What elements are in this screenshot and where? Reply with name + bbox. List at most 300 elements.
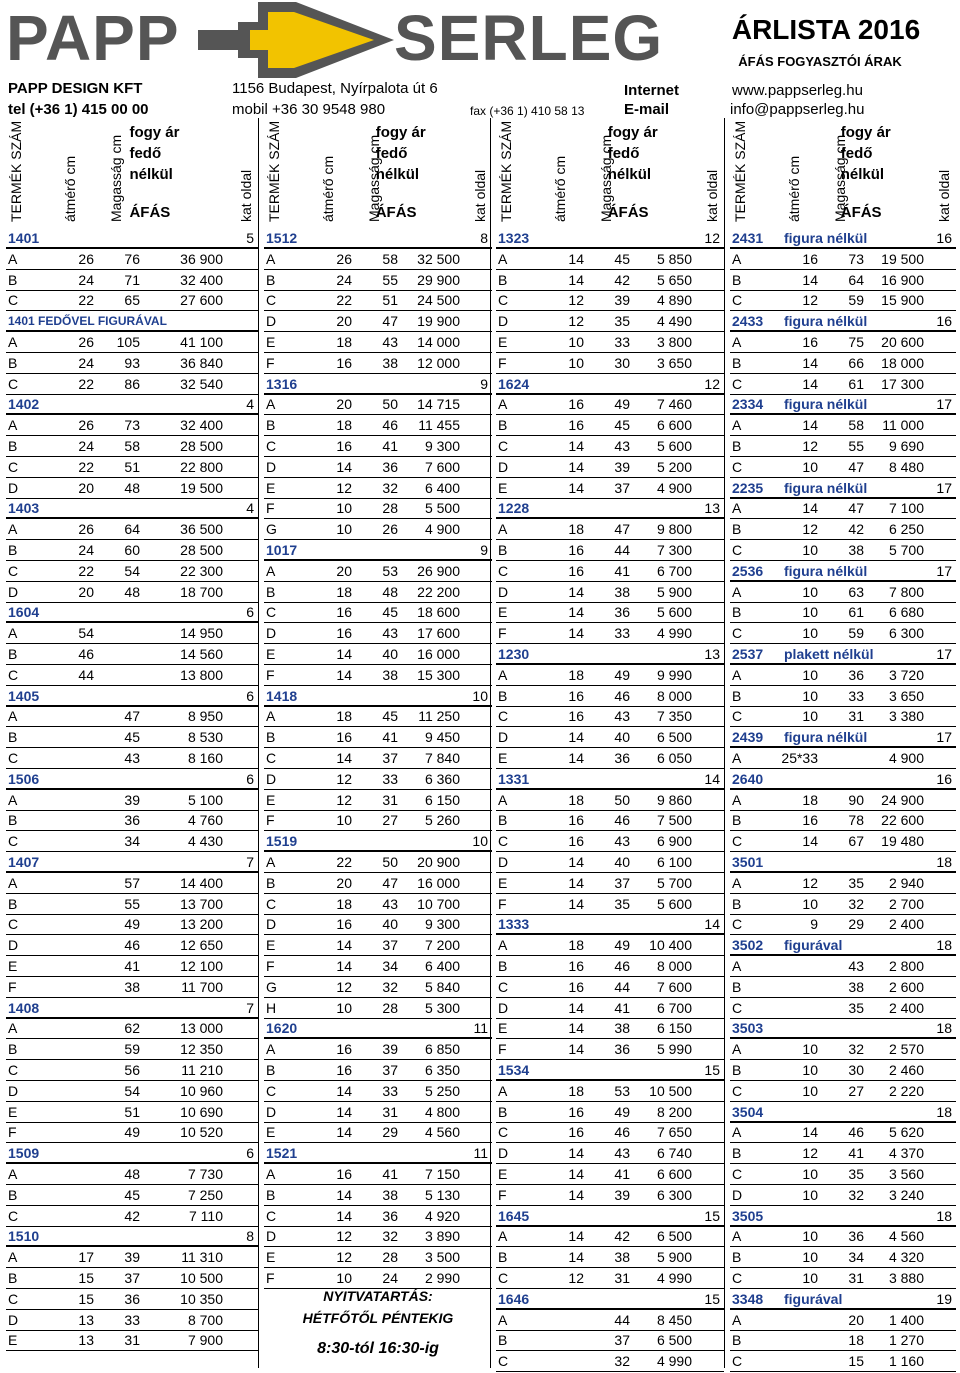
table-row [496, 1081, 724, 1102]
diameter-value: 18 [802, 791, 818, 808]
height-value: 31 [848, 1270, 864, 1286]
diameter-value: 20 [78, 479, 94, 496]
price-value: 4 900 [888, 750, 924, 766]
size-letter: C [732, 999, 743, 1016]
product-header-row [496, 498, 724, 519]
size-letter: A [498, 250, 508, 267]
table-row [264, 914, 492, 935]
product-note: figura nélkül [784, 479, 868, 496]
price-value: 13 800 [180, 666, 223, 683]
size-letter: C [732, 542, 743, 558]
height-value: 32 [382, 1228, 398, 1245]
product-number: 2334 [732, 396, 764, 413]
diameter-value: 10 [802, 687, 818, 704]
diameter-value: 18 [336, 708, 352, 725]
table-row [264, 977, 492, 998]
price-value: 6 500 [656, 1332, 692, 1349]
logo-serleg: SERLEG [394, 2, 664, 74]
height-value: 35 [848, 874, 864, 891]
size-letter: E [8, 1103, 18, 1120]
price-value: 10 500 [180, 1270, 223, 1286]
height-value: 47 [848, 500, 864, 517]
height-value: 38 [614, 1020, 630, 1037]
height-value: 44 [614, 978, 630, 995]
size-letter: B [732, 521, 742, 538]
size-letter: E [498, 604, 508, 621]
table-row [264, 1122, 492, 1143]
size-letter: B [8, 1186, 18, 1203]
size-letter: B [498, 958, 508, 974]
table-row [6, 415, 258, 436]
price-value: 29 900 [417, 271, 460, 288]
size-letter: C [732, 833, 743, 850]
height-value: 45 [614, 417, 630, 434]
fax: fax (+36 1) 410 58 13 [470, 104, 585, 118]
diameter-value: 12 [802, 438, 818, 454]
price-value: 1 400 [888, 1311, 924, 1328]
diameter-value: 26 [78, 334, 94, 350]
size-letter: B [732, 1249, 742, 1266]
table-row [6, 353, 258, 374]
price-value: 32 540 [180, 375, 223, 392]
price-header-line: fogy ár [840, 124, 891, 141]
height-value: 36 [614, 604, 630, 621]
table-row [496, 1351, 724, 1372]
price-value: 4 990 [656, 625, 692, 642]
table-row [496, 415, 724, 436]
catalog-page: 4 [246, 396, 254, 413]
diameter-value: 26 [78, 417, 94, 434]
price-value: 8 160 [187, 750, 223, 766]
catalog-page: 18 [936, 1020, 952, 1037]
height-value: 46 [614, 958, 630, 974]
size-letter: D [266, 1228, 277, 1245]
table-row [6, 831, 258, 852]
diameter-value: 14 [336, 1207, 352, 1224]
diameter-value: 16 [568, 417, 584, 434]
height-value: 48 [382, 583, 398, 600]
size-letter: F [266, 958, 275, 974]
size-letter: B [732, 604, 742, 621]
price-value: 5 900 [656, 583, 692, 600]
height-value: 59 [124, 1041, 140, 1058]
catalog-page: 6 [246, 604, 254, 621]
height-value: 61 [848, 375, 864, 392]
table-row [496, 457, 724, 478]
price-value: 14 950 [180, 625, 223, 642]
magassag-header: Magasság cm [832, 134, 848, 222]
size-letter: C [8, 292, 19, 309]
diameter-value: 20 [336, 396, 352, 413]
email-link[interactable]: info@pappserleg.hu [730, 101, 865, 118]
height-value: 66 [848, 354, 864, 371]
opening-hours-time: 8:30-tól 16:30-ig [317, 1340, 439, 1357]
price-value: 7 900 [187, 1332, 223, 1349]
price-value: 22 300 [180, 562, 223, 579]
table-row [496, 1102, 724, 1123]
diameter-value: 14 [336, 1186, 352, 1203]
table-row [264, 394, 492, 415]
height-value: 32 [848, 1186, 864, 1203]
table-row [264, 478, 492, 499]
table-row [496, 623, 724, 644]
size-letter: C [8, 1062, 19, 1078]
height-value: 38 [382, 354, 398, 371]
size-letter: E [498, 874, 508, 891]
height-value: 26 [382, 521, 398, 538]
catalog-page: 17 [936, 396, 952, 413]
diameter-value: 10 [336, 1270, 352, 1286]
table-row [6, 894, 258, 915]
size-letter: B [732, 438, 742, 454]
size-letter: A [266, 562, 276, 579]
website-link[interactable]: www.pappserleg.hu [732, 82, 863, 99]
price-value: 6 740 [656, 1145, 692, 1162]
price-value: 22 600 [881, 812, 924, 829]
table-row [6, 935, 258, 956]
diameter-value: 16 [336, 1062, 352, 1078]
price-value: 27 600 [180, 292, 223, 309]
table-row [730, 686, 956, 707]
price-value: 7 460 [656, 396, 692, 413]
diameter-value: 10 [336, 521, 352, 538]
size-letter: C [498, 708, 509, 725]
size-letter: B [266, 1186, 276, 1203]
price-value: 3 890 [424, 1228, 460, 1245]
size-letter: D [266, 458, 277, 475]
price-value: 12 100 [180, 958, 223, 974]
catalog-page: 15 [704, 1062, 720, 1078]
height-value: 47 [848, 458, 864, 475]
table-row [264, 1164, 492, 1185]
diameter-value: 13 [78, 1311, 94, 1328]
table-row [264, 290, 492, 311]
size-letter: A [266, 396, 276, 413]
logo-papp: PAPP [6, 2, 180, 74]
catalog-page: 18 [936, 937, 952, 954]
catalog-page: 6 [246, 687, 254, 704]
product-number: 3348 [732, 1290, 764, 1307]
table-row [496, 561, 724, 582]
table-row [496, 665, 724, 686]
table-row [6, 436, 258, 457]
table-row [496, 706, 724, 727]
size-letter: D [498, 1145, 509, 1162]
height-value: 45 [382, 708, 398, 725]
diameter-value: 26 [78, 250, 94, 267]
height-value: 64 [124, 521, 140, 538]
price-value: 5 990 [656, 1041, 692, 1058]
vat-header: ÁFÁS [129, 204, 171, 221]
table-row [496, 852, 724, 873]
price-value: 4 490 [656, 313, 692, 330]
table-row [730, 1039, 956, 1060]
price-value: 7 840 [424, 750, 460, 766]
price-value: 5 130 [424, 1186, 460, 1203]
height-value: 40 [614, 854, 630, 870]
size-letter: A [732, 791, 742, 808]
size-letter: C [266, 604, 277, 621]
size-letter: A [266, 708, 276, 725]
price-value: 11 210 [181, 1062, 223, 1078]
column-header [496, 118, 724, 226]
diameter-value: 10 [802, 1270, 818, 1286]
height-value: 90 [848, 791, 864, 808]
diameter-value: 14 [568, 750, 584, 766]
height-value: 36 [124, 1290, 140, 1307]
diameter-value: 12 [802, 292, 818, 309]
price-value: 11 250 [418, 708, 460, 725]
height-value: 37 [614, 874, 630, 891]
price-value: 6 700 [656, 562, 692, 579]
size-letter: D [732, 1186, 743, 1203]
table-row [264, 1185, 492, 1206]
size-letter: C [732, 1353, 743, 1370]
height-value: 55 [124, 895, 140, 912]
table-row [730, 1060, 956, 1081]
price-value: 6 350 [424, 1062, 460, 1078]
size-letter: E [266, 1124, 276, 1141]
price-value: 7 650 [656, 1124, 692, 1141]
size-letter: C [732, 708, 743, 725]
catalog-page: 11 [473, 1145, 488, 1162]
height-value: 41 [614, 562, 630, 579]
product-number: 1228 [498, 500, 530, 517]
table-row [264, 582, 492, 603]
mobile: mobil +36 30 9548 980 [232, 101, 386, 118]
diameter-value: 24 [78, 271, 94, 288]
size-letter: C [8, 916, 19, 933]
height-value: 33 [614, 334, 630, 350]
height-value: 51 [124, 1103, 140, 1120]
price-header-line: fedő [375, 145, 408, 162]
table-row [6, 873, 258, 894]
product-number: 2536 [732, 562, 764, 579]
diameter-value: 24 [336, 271, 352, 288]
table-row [264, 1081, 492, 1102]
size-letter: B [498, 1332, 508, 1349]
price-value: 7 300 [656, 542, 692, 558]
table-row [264, 873, 492, 894]
size-letter: A [8, 521, 18, 538]
size-letter: B [266, 271, 276, 288]
price-value: 10 960 [180, 1082, 223, 1099]
height-value: 65 [124, 292, 140, 309]
diameter-value: 18 [336, 583, 352, 600]
product-header-row [6, 852, 258, 873]
diameter-value: 16 [568, 958, 584, 974]
size-letter: D [266, 625, 277, 642]
price-value: 24 900 [881, 791, 924, 808]
table-row [496, 1039, 724, 1060]
diameter-value: 10 [802, 604, 818, 621]
height-value: 44 [614, 1311, 630, 1328]
height-value: 43 [614, 708, 630, 725]
height-value: 49 [614, 666, 630, 683]
table-row [496, 1330, 724, 1351]
size-letter: B [498, 271, 508, 288]
height-value: 43 [382, 334, 398, 350]
table-row [6, 665, 258, 686]
height-value: 73 [848, 250, 864, 267]
size-letter: E [266, 334, 276, 350]
header [0, 0, 960, 118]
size-letter: B [8, 354, 18, 371]
size-letter: B [8, 438, 18, 454]
page-subtitle: ÁFÁS FOGYASZTÓI ÁRAK [738, 54, 902, 69]
table-row [6, 706, 258, 727]
price-value: 6 600 [656, 1166, 692, 1182]
price-value: 5 200 [656, 458, 692, 475]
size-letter: F [266, 1270, 275, 1286]
catalog-page: 13 [704, 500, 720, 517]
height-value: 43 [614, 833, 630, 850]
price-header-line: fedő [607, 145, 640, 162]
price-value: 2 940 [888, 874, 924, 891]
price-value: 8 200 [656, 1103, 692, 1120]
size-letter: B [732, 895, 742, 912]
size-letter: G [266, 521, 277, 538]
product-number: 2439 [732, 729, 764, 746]
height-value: 37 [382, 1062, 398, 1078]
price-value: 5 500 [424, 500, 460, 517]
catalog-page: 17 [936, 646, 952, 662]
size-letter: E [266, 479, 276, 496]
price-value: 11 455 [418, 417, 460, 434]
height-value: 27 [848, 1082, 864, 1099]
diameter-value: 22 [78, 562, 94, 579]
table-row [6, 1018, 258, 1039]
height-value: 60 [124, 542, 140, 558]
height-value: 55 [382, 271, 398, 288]
size-letter: A [266, 1041, 276, 1058]
table-row [730, 1185, 956, 1206]
height-value: 53 [382, 562, 398, 579]
atmero-header: átmérő cm [786, 155, 802, 222]
table-row [730, 540, 956, 561]
product-header-row [264, 1143, 492, 1164]
price-value: 6 900 [656, 833, 692, 850]
product-header-row [496, 1206, 724, 1227]
height-value: 41 [614, 999, 630, 1016]
product-number: 3501 [732, 854, 764, 870]
table-row [496, 977, 724, 998]
price-value: 4 430 [187, 833, 223, 850]
size-letter: D [8, 583, 19, 600]
product-header-row [264, 686, 492, 707]
vat-header: ÁFÁS [840, 204, 882, 221]
size-letter: C [498, 1124, 509, 1141]
diameter-value: 18 [336, 334, 352, 350]
product-number: 3503 [732, 1020, 764, 1037]
price-value: 5 700 [888, 542, 924, 558]
size-letter: C [732, 625, 743, 642]
size-letter: H [266, 999, 277, 1016]
diameter-value: 14 [568, 1186, 584, 1203]
price-value: 6 600 [656, 417, 692, 434]
size-letter: E [498, 334, 508, 350]
height-value: 43 [382, 895, 398, 912]
price-value: 7 150 [424, 1166, 460, 1182]
price-value: 4 560 [888, 1228, 924, 1245]
vat-header: ÁFÁS [375, 204, 417, 221]
diameter-value: 14 [336, 1103, 352, 1120]
price-value: 8 000 [656, 958, 692, 974]
price-value: 5 850 [656, 250, 692, 267]
product-number: 3505 [732, 1207, 764, 1224]
height-value: 50 [614, 791, 630, 808]
size-letter: B [732, 1062, 742, 1078]
table-row [6, 540, 258, 561]
diameter-value: 14 [568, 604, 584, 621]
size-letter: B [8, 1041, 18, 1058]
price-value: 32 500 [417, 250, 460, 267]
size-letter: F [266, 354, 275, 371]
table-row [730, 665, 956, 686]
size-letter: A [8, 1020, 18, 1037]
diameter-value: 26 [336, 250, 352, 267]
diameter-value: 14 [568, 854, 584, 870]
table-row [730, 374, 956, 395]
product-header-row [730, 1206, 956, 1227]
height-value: 30 [614, 354, 630, 371]
product-header-row [264, 540, 492, 561]
magassag-header: Magasság cm [598, 134, 614, 222]
size-letter: C [8, 562, 19, 579]
product-number: 1230 [498, 646, 530, 662]
diameter-value: 18 [336, 895, 352, 912]
diameter-value: 24 [78, 438, 94, 454]
size-letter: A [732, 958, 742, 974]
size-letter: A [732, 250, 742, 267]
price-value: 10 690 [180, 1103, 223, 1120]
price-value: 7 350 [656, 708, 692, 725]
size-letter: B [8, 1270, 18, 1286]
height-value: 42 [124, 1207, 140, 1224]
height-value: 43 [614, 438, 630, 454]
size-letter: B [8, 271, 18, 288]
height-value: 48 [124, 1166, 140, 1182]
table-row [6, 1185, 258, 1206]
diameter-value: 24 [78, 542, 94, 558]
height-value: 32 [614, 1353, 630, 1370]
price-value: 18 600 [417, 604, 460, 621]
diameter-value: 10 [336, 999, 352, 1016]
product-header-row [496, 228, 724, 249]
table-row [730, 1143, 956, 1164]
size-letter: A [8, 1249, 18, 1266]
price-value: 4 900 [656, 479, 692, 496]
table-row [730, 582, 956, 603]
catalog-page: 19 [936, 1290, 952, 1307]
price-header-line: fogy ár [375, 124, 426, 141]
table-row [6, 332, 258, 353]
size-letter: A [498, 521, 508, 538]
size-letter: C [498, 978, 509, 995]
product-header-row [6, 1143, 258, 1164]
catalog-page: 14 [704, 770, 720, 787]
table-row [6, 1102, 258, 1123]
height-value: 51 [382, 292, 398, 309]
table-row [496, 519, 724, 540]
catalog-page: 18 [936, 1207, 952, 1224]
size-letter: D [8, 1311, 19, 1328]
size-letter: A [8, 250, 18, 267]
table-row [730, 1351, 956, 1372]
table-row [6, 623, 258, 644]
product-number: 1624 [498, 375, 530, 392]
table-row [730, 1330, 956, 1351]
